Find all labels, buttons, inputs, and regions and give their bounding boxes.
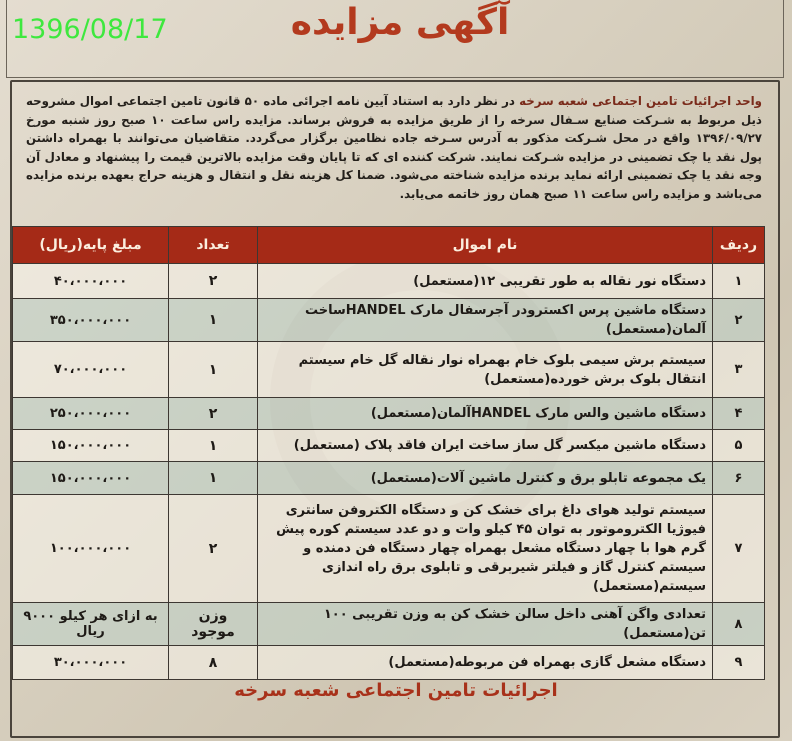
intro-paragraph [26, 92, 762, 204]
row-no: ۲ [713, 299, 765, 342]
date-stamp: 1396/08/17 [12, 14, 168, 45]
row-price: ۱۰۰،۰۰۰،۰۰۰ [13, 495, 169, 603]
row-name: دستگاه ماشین میکسر گل ساز ساخت ایران فاقد پلاک (مستعمل) [258, 430, 713, 462]
row-price: ۷۰،۰۰۰،۰۰۰ [13, 342, 169, 398]
table-row [13, 603, 765, 646]
row-no: ۵ [713, 430, 765, 462]
table-row [13, 495, 765, 603]
items-table [12, 226, 765, 680]
row-qty: ۲ [169, 495, 258, 603]
footer-org: اجرائیات تامین اجتماعی شعبه سرخه [234, 680, 558, 701]
row-no: ۱ [713, 264, 765, 299]
header-name: نام اموال [258, 227, 713, 264]
header-qty: تعداد [169, 227, 258, 264]
row-qty: ۸ [169, 646, 258, 680]
row-qty: ۲ [169, 398, 258, 430]
row-no: ۷ [713, 495, 765, 603]
row-no: ۸ [713, 603, 765, 646]
table-row [13, 342, 765, 398]
row-qty: ۲ [169, 264, 258, 299]
row-name: دستگاه مشعل گازی بهمراه فن مربوطه(مستعمل) [258, 646, 713, 680]
row-price: ۳۰،۰۰۰،۰۰۰ [13, 646, 169, 680]
row-name: تعدادی واگن آهنی داخل سالن خشک کن به وزن تقریبی ۱۰۰ تن(مستعمل) [258, 603, 713, 646]
row-qty: ۱ [169, 299, 258, 342]
row-no: ۹ [713, 646, 765, 680]
row-price: به ازای هر کیلو ۹۰۰۰ ریال [13, 603, 169, 646]
row-qty: وزن موجود [169, 603, 258, 646]
row-price: ۴۰،۰۰۰،۰۰۰ [13, 264, 169, 299]
row-name: سیستم برش سیمی بلوک خام بهمراه نوار نقاله گل خام سیستم انتقال بلوک برش خورده(مستعمل) [258, 342, 713, 398]
row-qty: ۱ [169, 430, 258, 462]
table-row [13, 430, 765, 462]
row-name: یک مجموعه تابلو برق و کنترل ماشین آلات(مستعمل) [258, 462, 713, 495]
row-name: سیستم تولید هوای داغ برای خشک کن و دستگاه الکتروفن سانتری فیوژیا الکتروموتور به توان ۴۵ کیلو وات و دو عدد سیستم کوره پیش گرم هوا با چهار دستگاه مشعل بهمراه چهار دستگاه فن دمنده و سیستم کنترل گاز و فیلتر شیربرقی و تابلوی برق راه اندازی سیستم(مستعمل) [258, 495, 713, 603]
table-row [13, 462, 765, 495]
table-row [13, 646, 765, 680]
page-title: آگهی مزایده [290, 2, 510, 43]
row-no: ۴ [713, 398, 765, 430]
row-name: دستگاه نور نقاله به طور تقریبی ۱۲(مستعمل) [258, 264, 713, 299]
row-price: ۲۵۰،۰۰۰،۰۰۰ [13, 398, 169, 430]
table-header-row [13, 227, 765, 264]
table-row [13, 264, 765, 299]
table-row [13, 398, 765, 430]
row-qty: ۱ [169, 342, 258, 398]
row-no: ۳ [713, 342, 765, 398]
row-no: ۶ [713, 462, 765, 495]
row-name: دستگاه ماشین والس مارک HANDELآلمان(مستعمل) [258, 398, 713, 430]
row-name: دستگاه ماشین پرس اکسترودر آجرسفال مارک HANDELساخت آلمان(مستعمل) [258, 299, 713, 342]
row-qty: ۱ [169, 462, 258, 495]
intro-text: در نظر دارد به استناد آیین نامه اجرائی ماده ۵۰ قانون تامین اجتماعی اموال مشروحه ذیل مربوط به شـرکت صنایع سـفال سرخه را از طریق مزایده به فروش برساند. مزایده راس ساعت ۱۰ صبح روز شنبه مورخ ۱۳۹۶/۰۹/۲۷ واقع در محل شـرکت مذکور به آدرس سـرخه جاده نظامین برگزار می‌گردد. متقاضیان می‌توانند با بهمراه داشتن پول نقد یا چک تضمینی در مزایده شـرکت نمایند. شرکت کننده ای که تا پایان وقت مزایده بالاترین قیمت را پیشنهاد و معادل آن وجه نقد یا چک تضمینی ارائه نماید برنده مزایده شناخته می‌شود. ضمنا کل هزینه نقل و انتقال و هزینه حراج بعهده برنده مزایده می‌باشد و مزایده راس ساعت ۱۱ صبح همان روز خاتمه می‌یابد. [26, 94, 762, 201]
row-price: ۱۵۰،۰۰۰،۰۰۰ [13, 430, 169, 462]
intro-org: واحد اجرائیات تامین اجتماعی شعبه سرخه [519, 94, 763, 108]
row-price: ۱۵۰،۰۰۰،۰۰۰ [13, 462, 169, 495]
table-row [13, 299, 765, 342]
header-price: مبلغ پایه(ریال) [13, 227, 169, 264]
header-row-no: ردیف [713, 227, 765, 264]
row-price: ۳۵۰،۰۰۰،۰۰۰ [13, 299, 169, 342]
